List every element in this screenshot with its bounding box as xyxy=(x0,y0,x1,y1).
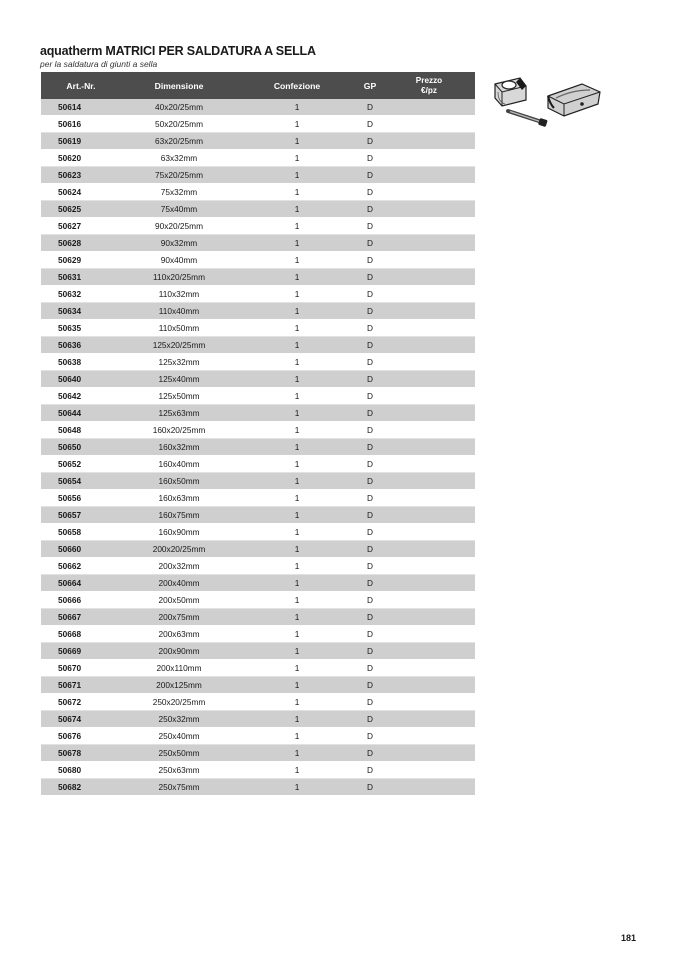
dimension-cell: 200x63mm xyxy=(121,626,237,643)
art-nr-cell: 50656 xyxy=(41,490,121,507)
dimension-cell: 90x32mm xyxy=(121,235,237,252)
dimension-cell: 160x63mm xyxy=(121,490,237,507)
art-nr-cell: 50642 xyxy=(41,388,121,405)
table-row xyxy=(41,133,475,150)
gp-cell: D xyxy=(357,609,383,626)
price-cell xyxy=(383,541,475,558)
art-nr-cell: 50666 xyxy=(41,592,121,609)
gp-cell: D xyxy=(357,303,383,320)
package-cell: 1 xyxy=(237,201,357,218)
art-nr-cell: 50619 xyxy=(41,133,121,150)
price-cell xyxy=(383,184,475,201)
art-nr-cell: 50670 xyxy=(41,660,121,677)
dimension-cell: 110x32mm xyxy=(121,286,237,303)
gp-cell: D xyxy=(357,711,383,728)
saddle-die-small-icon xyxy=(495,78,526,106)
gp-cell: D xyxy=(357,626,383,643)
price-cell xyxy=(383,439,475,456)
art-nr-cell: 50667 xyxy=(41,609,121,626)
price-cell xyxy=(383,116,475,133)
table-row xyxy=(41,694,475,711)
price-cell xyxy=(383,473,475,490)
price-cell xyxy=(383,660,475,677)
table-row xyxy=(41,439,475,456)
dimension-cell: 160x40mm xyxy=(121,456,237,473)
package-cell: 1 xyxy=(237,252,357,269)
dimension-cell: 90x40mm xyxy=(121,252,237,269)
art-nr-cell: 50629 xyxy=(41,252,121,269)
dimension-cell: 160x75mm xyxy=(121,507,237,524)
art-nr-cell: 50669 xyxy=(41,643,121,660)
package-cell: 1 xyxy=(237,337,357,354)
art-nr-cell: 50657 xyxy=(41,507,121,524)
gp-cell: D xyxy=(357,422,383,439)
table-row xyxy=(41,490,475,507)
price-cell xyxy=(383,779,475,796)
price-cell xyxy=(383,745,475,762)
art-nr-cell: 50680 xyxy=(41,762,121,779)
package-cell: 1 xyxy=(237,779,357,796)
art-nr-cell: 50652 xyxy=(41,456,121,473)
price-cell xyxy=(383,456,475,473)
table-row xyxy=(41,677,475,694)
package-cell: 1 xyxy=(237,762,357,779)
price-cell xyxy=(383,711,475,728)
price-cell xyxy=(383,269,475,286)
price-cell xyxy=(383,354,475,371)
art-nr-cell: 50662 xyxy=(41,558,121,575)
gp-cell: D xyxy=(357,201,383,218)
table-row xyxy=(41,167,475,184)
dimension-cell: 50x20/25mm xyxy=(121,116,237,133)
gp-cell: D xyxy=(357,184,383,201)
table-row xyxy=(41,592,475,609)
gp-cell: D xyxy=(357,354,383,371)
gp-cell: D xyxy=(357,745,383,762)
package-cell: 1 xyxy=(237,507,357,524)
package-cell: 1 xyxy=(237,592,357,609)
dimension-cell: 160x90mm xyxy=(121,524,237,541)
package-cell: 1 xyxy=(237,269,357,286)
table-row xyxy=(41,388,475,405)
price-cell xyxy=(383,524,475,541)
art-nr-cell: 50678 xyxy=(41,745,121,762)
dimension-cell: 250x63mm xyxy=(121,762,237,779)
gp-cell: D xyxy=(357,252,383,269)
dimension-cell: 125x20/25mm xyxy=(121,337,237,354)
gp-cell: D xyxy=(357,456,383,473)
gp-cell: D xyxy=(357,439,383,456)
price-cell xyxy=(383,592,475,609)
header-dimensione: Dimensione xyxy=(121,72,237,99)
price-cell xyxy=(383,150,475,167)
art-nr-cell: 50672 xyxy=(41,694,121,711)
gp-cell: D xyxy=(357,507,383,524)
art-nr-cell: 50668 xyxy=(41,626,121,643)
package-cell: 1 xyxy=(237,677,357,694)
gp-cell: D xyxy=(357,660,383,677)
package-cell: 1 xyxy=(237,745,357,762)
price-cell xyxy=(383,422,475,439)
header-art-nr: Art.-Nr. xyxy=(41,72,121,99)
table-row xyxy=(41,116,475,133)
package-cell: 1 xyxy=(237,405,357,422)
page-subtitle: per la saldatura di giunti a sella xyxy=(40,59,158,69)
package-cell: 1 xyxy=(237,422,357,439)
table-row xyxy=(41,473,475,490)
price-cell xyxy=(383,507,475,524)
gp-cell: D xyxy=(357,150,383,167)
art-nr-cell: 50616 xyxy=(41,116,121,133)
gp-cell: D xyxy=(357,728,383,745)
package-cell: 1 xyxy=(237,558,357,575)
price-cell xyxy=(383,99,475,116)
dimension-cell: 250x50mm xyxy=(121,745,237,762)
page-number: 181 xyxy=(620,933,636,943)
gp-cell: D xyxy=(357,167,383,184)
gp-cell: D xyxy=(357,235,383,252)
art-nr-cell: 50628 xyxy=(41,235,121,252)
table-header-row xyxy=(41,72,475,99)
dimension-cell: 75x40mm xyxy=(121,201,237,218)
gp-cell: D xyxy=(357,371,383,388)
dimension-cell: 110x20/25mm xyxy=(121,269,237,286)
art-nr-cell: 50638 xyxy=(41,354,121,371)
package-cell: 1 xyxy=(237,643,357,660)
art-nr-cell: 50614 xyxy=(41,99,121,116)
price-cell xyxy=(383,762,475,779)
dimension-cell: 250x32mm xyxy=(121,711,237,728)
package-cell: 1 xyxy=(237,660,357,677)
price-cell xyxy=(383,371,475,388)
dimension-cell: 250x20/25mm xyxy=(121,694,237,711)
package-cell: 1 xyxy=(237,728,357,745)
header-gp: GP xyxy=(357,72,383,99)
package-cell: 1 xyxy=(237,626,357,643)
package-cell: 1 xyxy=(237,371,357,388)
art-nr-cell: 50660 xyxy=(41,541,121,558)
gp-cell: D xyxy=(357,677,383,694)
table-row xyxy=(41,728,475,745)
package-cell: 1 xyxy=(237,218,357,235)
dimension-cell: 250x40mm xyxy=(121,728,237,745)
table-row xyxy=(41,762,475,779)
package-cell: 1 xyxy=(237,116,357,133)
package-cell: 1 xyxy=(237,711,357,728)
gp-cell: D xyxy=(357,405,383,422)
price-cell xyxy=(383,167,475,184)
package-cell: 1 xyxy=(237,473,357,490)
dimension-cell: 75x20/25mm xyxy=(121,167,237,184)
art-nr-cell: 50631 xyxy=(41,269,121,286)
package-cell: 1 xyxy=(237,490,357,507)
price-cell xyxy=(383,405,475,422)
dimension-cell: 75x32mm xyxy=(121,184,237,201)
art-nr-cell: 50648 xyxy=(41,422,121,439)
package-cell: 1 xyxy=(237,575,357,592)
price-cell xyxy=(383,252,475,269)
table-row xyxy=(41,184,475,201)
package-cell: 1 xyxy=(237,456,357,473)
title-text: MATRICI PER SALDATURA A SELLA xyxy=(105,44,316,58)
header-confezione: Confezione xyxy=(237,72,357,99)
table-row xyxy=(41,524,475,541)
page-title xyxy=(40,44,316,58)
price-cell xyxy=(383,490,475,507)
table-row xyxy=(41,643,475,660)
dimension-cell: 125x50mm xyxy=(121,388,237,405)
price-cell xyxy=(383,728,475,745)
table-row xyxy=(41,779,475,796)
price-cell xyxy=(383,609,475,626)
dimension-cell: 200x32mm xyxy=(121,558,237,575)
gp-cell: D xyxy=(357,592,383,609)
price-cell xyxy=(383,677,475,694)
table-row xyxy=(41,711,475,728)
price-cell xyxy=(383,218,475,235)
package-cell: 1 xyxy=(237,524,357,541)
dimension-cell: 110x40mm xyxy=(121,303,237,320)
package-cell: 1 xyxy=(237,99,357,116)
price-cell xyxy=(383,558,475,575)
art-nr-cell: 50682 xyxy=(41,779,121,796)
art-nr-cell: 50632 xyxy=(41,286,121,303)
art-nr-cell: 50671 xyxy=(41,677,121,694)
table-row xyxy=(41,286,475,303)
dimension-cell: 160x32mm xyxy=(121,439,237,456)
saddle-die-product-image xyxy=(490,70,608,130)
art-nr-cell: 50620 xyxy=(41,150,121,167)
package-cell: 1 xyxy=(237,167,357,184)
package-cell: 1 xyxy=(237,354,357,371)
dimension-cell: 125x32mm xyxy=(121,354,237,371)
gp-cell: D xyxy=(357,762,383,779)
art-nr-cell: 50636 xyxy=(41,337,121,354)
art-nr-cell: 50658 xyxy=(41,524,121,541)
dimension-cell: 200x90mm xyxy=(121,643,237,660)
price-cell xyxy=(383,320,475,337)
gp-cell: D xyxy=(357,286,383,303)
table-row xyxy=(41,626,475,643)
dimension-cell: 125x63mm xyxy=(121,405,237,422)
gp-cell: D xyxy=(357,490,383,507)
art-nr-cell: 50634 xyxy=(41,303,121,320)
table-body xyxy=(41,99,475,796)
price-table xyxy=(41,72,475,796)
dimension-cell: 200x75mm xyxy=(121,609,237,626)
art-nr-cell: 50664 xyxy=(41,575,121,592)
table-row xyxy=(41,99,475,116)
dimension-cell: 160x50mm xyxy=(121,473,237,490)
art-nr-cell: 50676 xyxy=(41,728,121,745)
saddle-die-large-icon xyxy=(548,84,600,116)
table-row xyxy=(41,558,475,575)
art-nr-cell: 50650 xyxy=(41,439,121,456)
gp-cell: D xyxy=(357,473,383,490)
dimension-cell: 40x20/25mm xyxy=(121,99,237,116)
package-cell: 1 xyxy=(237,439,357,456)
gp-cell: D xyxy=(357,694,383,711)
art-nr-cell: 50674 xyxy=(41,711,121,728)
table-row xyxy=(41,354,475,371)
table-row xyxy=(41,371,475,388)
dimension-cell: 63x20/25mm xyxy=(121,133,237,150)
gp-cell: D xyxy=(357,320,383,337)
table-row xyxy=(41,422,475,439)
package-cell: 1 xyxy=(237,609,357,626)
table-row xyxy=(41,507,475,524)
gp-cell: D xyxy=(357,133,383,150)
gp-cell: D xyxy=(357,388,383,405)
package-cell: 1 xyxy=(237,320,357,337)
brand-name: aquatherm xyxy=(40,44,103,58)
package-cell: 1 xyxy=(237,133,357,150)
table-row xyxy=(41,337,475,354)
package-cell: 1 xyxy=(237,541,357,558)
gp-cell: D xyxy=(357,269,383,286)
package-cell: 1 xyxy=(237,388,357,405)
dimension-cell: 90x20/25mm xyxy=(121,218,237,235)
price-cell xyxy=(383,575,475,592)
dimension-cell: 200x125mm xyxy=(121,677,237,694)
gp-cell: D xyxy=(357,524,383,541)
gp-cell: D xyxy=(357,541,383,558)
art-nr-cell: 50625 xyxy=(41,201,121,218)
gp-cell: D xyxy=(357,116,383,133)
price-cell xyxy=(383,643,475,660)
table-row xyxy=(41,303,475,320)
table-row xyxy=(41,320,475,337)
table-row xyxy=(41,541,475,558)
table-row xyxy=(41,150,475,167)
gp-cell: D xyxy=(357,558,383,575)
art-nr-cell: 50623 xyxy=(41,167,121,184)
screw-icon xyxy=(508,111,548,127)
dimension-cell: 200x110mm xyxy=(121,660,237,677)
table-row xyxy=(41,235,475,252)
price-cell xyxy=(383,337,475,354)
table-row xyxy=(41,201,475,218)
header-prezzo: Prezzo €/pz xyxy=(383,72,475,99)
art-nr-cell: 50644 xyxy=(41,405,121,422)
price-cell xyxy=(383,303,475,320)
dimension-cell: 125x40mm xyxy=(121,371,237,388)
dimension-cell: 250x75mm xyxy=(121,779,237,796)
art-nr-cell: 50654 xyxy=(41,473,121,490)
dimension-cell: 110x50mm xyxy=(121,320,237,337)
gp-cell: D xyxy=(357,337,383,354)
gp-cell: D xyxy=(357,575,383,592)
table-row xyxy=(41,269,475,286)
gp-cell: D xyxy=(357,643,383,660)
table-row xyxy=(41,660,475,677)
package-cell: 1 xyxy=(237,235,357,252)
package-cell: 1 xyxy=(237,150,357,167)
gp-cell: D xyxy=(357,99,383,116)
table-row xyxy=(41,609,475,626)
price-cell xyxy=(383,133,475,150)
dimension-cell: 200x20/25mm xyxy=(121,541,237,558)
dimension-cell: 63x32mm xyxy=(121,150,237,167)
dimension-cell: 200x40mm xyxy=(121,575,237,592)
package-cell: 1 xyxy=(237,694,357,711)
price-cell xyxy=(383,235,475,252)
art-nr-cell: 50640 xyxy=(41,371,121,388)
price-cell xyxy=(383,694,475,711)
art-nr-cell: 50635 xyxy=(41,320,121,337)
gp-cell: D xyxy=(357,779,383,796)
price-cell xyxy=(383,286,475,303)
price-cell xyxy=(383,626,475,643)
package-cell: 1 xyxy=(237,286,357,303)
table-row xyxy=(41,405,475,422)
art-nr-cell: 50627 xyxy=(41,218,121,235)
table-row xyxy=(41,252,475,269)
dimension-cell: 160x20/25mm xyxy=(121,422,237,439)
art-nr-cell: 50624 xyxy=(41,184,121,201)
table-row xyxy=(41,575,475,592)
price-cell xyxy=(383,201,475,218)
gp-cell: D xyxy=(357,218,383,235)
table-row xyxy=(41,218,475,235)
table-row xyxy=(41,456,475,473)
dimension-cell: 200x50mm xyxy=(121,592,237,609)
package-cell: 1 xyxy=(237,184,357,201)
table-row xyxy=(41,745,475,762)
package-cell: 1 xyxy=(237,303,357,320)
price-cell xyxy=(383,388,475,405)
